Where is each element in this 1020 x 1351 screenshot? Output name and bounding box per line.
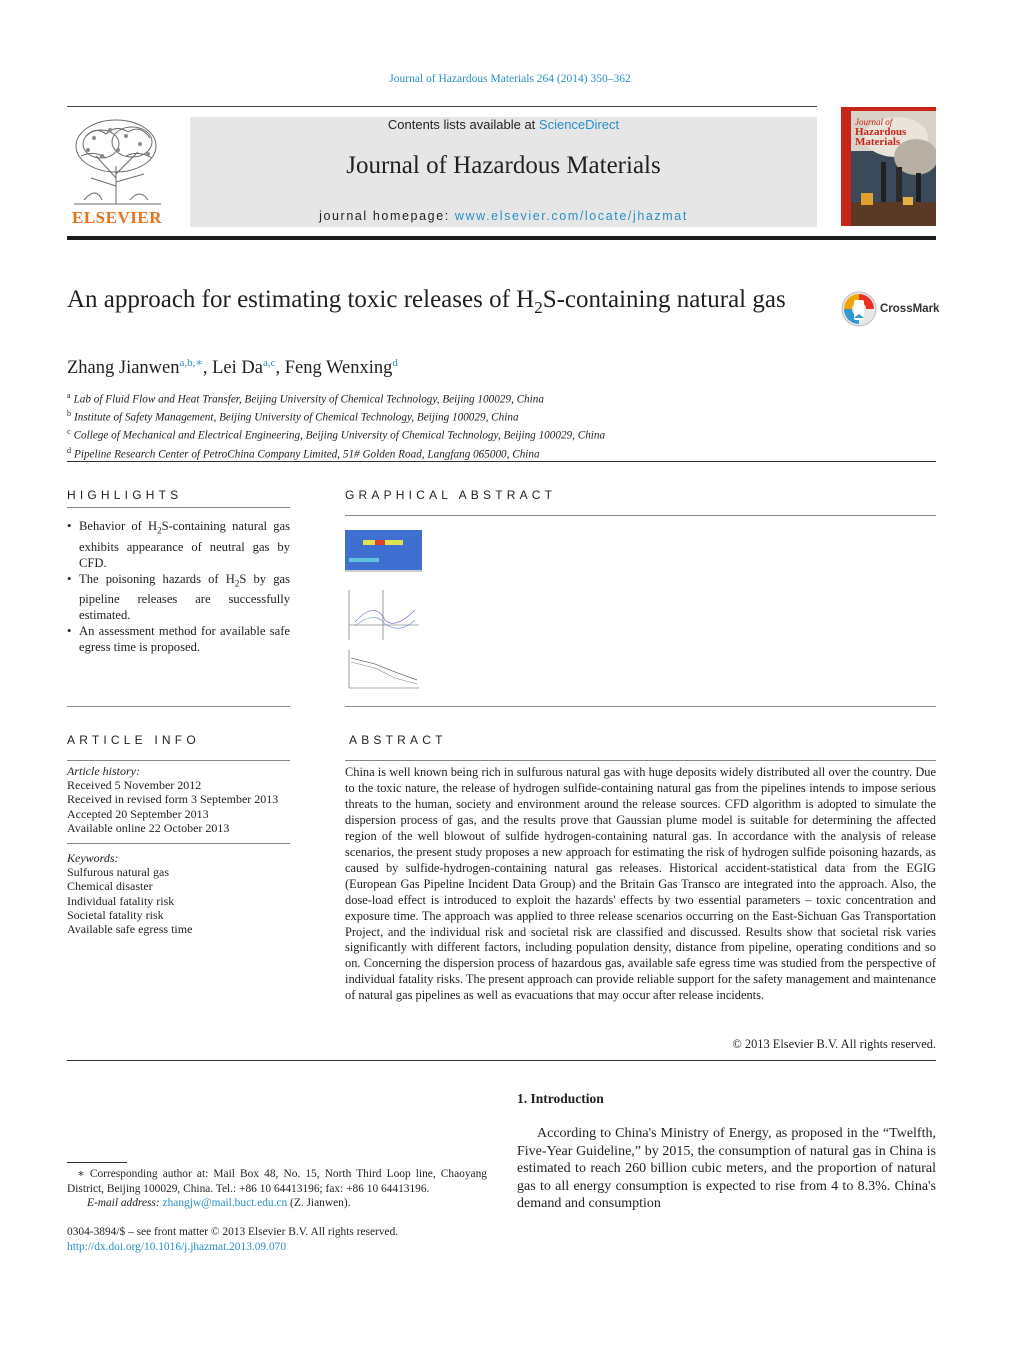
title-subscript: 2: [534, 298, 543, 317]
author-name[interactable]: Zhang Jianwen: [67, 358, 180, 379]
issn-line: [67, 1225, 398, 1255]
author-affil-marker[interactable]: a,c: [262, 357, 276, 369]
highlights-heading: HIGHLIGHTS: [67, 488, 183, 502]
email-link[interactable]: zhangjw@mail.buct.edu.cn: [162, 1197, 288, 1209]
article-title: [67, 284, 807, 323]
affiliation-key: c: [67, 427, 71, 437]
elsevier-tree-icon: [66, 116, 168, 208]
highlight-item: • Behavior of $H_2S$-containing natural gas exhibits appearance of neutral gas by CFD.: [67, 518, 290, 571]
title-text-part1: An approach for estimating toxic releases of H: [67, 286, 535, 313]
issn-text: 0304-3894/$ – see front matter © 2013 Elsevier B.V. All rights reserved.: [67, 1226, 399, 1238]
email-label: E-mail address:: [87, 1197, 163, 1209]
keyword-item: Individual fatality risk: [67, 893, 175, 908]
affiliation-item: [67, 425, 947, 443]
journal-cover-image[interactable]: [841, 107, 936, 226]
graphical-abstract-heading: GRAPHICAL ABSTRACT: [345, 488, 557, 502]
sciencedirect-link[interactable]: ScienceDirect: [538, 117, 620, 132]
highlight-item: • The poisoning hazards of $H_2S$ by gas pipeline releases are successfully estimated.: [67, 571, 290, 624]
title-text-part2: S-containing natural gas: [542, 286, 786, 313]
journal-cover-art: [841, 107, 936, 226]
article-info: [67, 764, 290, 936]
email-suffix: (Z. Jianwen).: [287, 1197, 351, 1209]
highlight-item: • An assessment method for available safe egress time is proposed.: [67, 623, 290, 655]
abstract-copyright: © 2013 Elsevier B.V. All rights reserved.: [732, 1037, 936, 1051]
contents-line: [190, 117, 817, 132]
crossmark-icon: [840, 290, 878, 328]
highlights-rule: [67, 507, 290, 508]
affiliation-text: Pipeline Research Center of PetroChina Company Limited, 51# Golden Road, Langfang 065000, China: [74, 448, 540, 461]
graphical-abstract-image[interactable]: [345, 530, 422, 692]
graphical-abstract-bottom-rule: [345, 706, 936, 707]
contents-prefix: Contents lists available at: [387, 117, 539, 132]
footnote-text: Corresponding author at: Mail Box 48, No. 15, North Third Loop line, Chaoyang District, Beijing 100029, China. Tel.: +86 10 64413196; fax: +86 10 64413196.: [67, 1168, 487, 1195]
section-divider: [67, 461, 936, 462]
keyword-item: Societal fatality risk: [67, 907, 164, 922]
doi-link[interactable]: http://dx.doi.org/10.1016/j.jhazmat.2013.09.070: [67, 1241, 287, 1253]
article-info-divider: [67, 835, 290, 844]
affiliation-text: Institute of Safety Management, Beijing University of Chemical Technology, Beijing 100029, China: [74, 411, 519, 424]
history-item: Received in revised form 3 September 2013: [67, 792, 279, 807]
affiliation-item: [67, 444, 947, 462]
article-info-heading: ARTICLE INFO: [67, 733, 200, 747]
footnote-rule: [67, 1162, 127, 1163]
abstract-heading: ABSTRACT: [349, 733, 447, 747]
keywords-label: Keywords:: [67, 851, 119, 866]
author-name[interactable]: Lei Da: [212, 358, 263, 379]
footnote-marker: ∗: [77, 1168, 85, 1180]
homepage-link[interactable]: www.elsevier.com/locate/jhazmat: [454, 209, 688, 223]
corresponding-author-footnote: [67, 1167, 487, 1211]
elsevier-wordmark: ELSEVIER: [72, 208, 162, 227]
affiliation-item: [67, 389, 947, 407]
abstract-rule: [345, 760, 936, 761]
abstract-text: China is well known being rich in sulfurous natural gas with huge deposits widely distributed all over the country. Due to the toxic nature, the release of hydrogen sulfide-containing natural gas from the pipelines intends to impose serious threats to the human, society and environment around the release sources. CFD algorithm is adopted to simulate the dispersion process of gas, and the results prove that Gaussian plume model is suitable for determining the affected region of the well blowout of sulfide hydrogen-containing natural gas. In accordance with the analysis of release scenarios, the present study proposes a new approach for estimating the risk of hydrogen sulfide poisoning hazards, as caused by sulfide-hydrogen-containing natural gas releases. Historical accident-statistical data from the EGIG (European Gas Pipeline Incident Data Group) and the Britain Gas Transco are integrated into the approach. Also, the dose-load effect is introduced to exploit the hazards' effects by two essential parameters – toxic concentration and exposure time. The approach was applied to three release scenarios occurring on the East-Sichuan Gas Transportation Project, and the individual risk and societal risk are classified and discussed. Results show that societal risk varies significantly with different factors, including population density, distance from pipeline, operating conditions and so on. Concerning the dispersion process of hazardous gas, available safe egress time was studied from the perspective of individual fatality risks. The present approach can provide reliable support for the safety management and maintenance of natural gas pipelines as well as evacuations that may occur after release incidents.: [345, 765, 936, 1003]
header-top-rule: [67, 106, 817, 107]
journal-homepage: [190, 209, 817, 223]
header-thick-rule: [67, 236, 936, 240]
elsevier-logo[interactable]: [66, 116, 168, 228]
affiliations: [67, 389, 947, 462]
history-item: Received 5 November 2012: [67, 778, 202, 793]
svg-text:Hazardous: Hazardous: [855, 126, 907, 138]
affiliation-text: College of Mechanical and Electrical Engineering, Beijing University of Chemical Technology, Beijing 100029, China: [73, 430, 606, 443]
keyword-item: Sulfurous natural gas: [67, 865, 169, 880]
keyword-item: Available safe egress time: [67, 922, 193, 937]
history-item: Available online 22 October 2013: [67, 820, 230, 835]
introduction-paragraph: According to China's Ministry of Energy, as proposed in the “Twelfth, Five-Year Guideline,” by 2015, the consumption of natural gas in China is estimated to reach 260 billion cubic meters, and the proportion of natural gas to all energy consumption is expected to rise from 4 to 8.3%. China's demand and consumption: [517, 1126, 936, 1212]
author-list: Zhang Jianwen$^{a,b,∗}$, Lei Da$^{a,c}$, Feng Wenxing$^d$: [67, 357, 398, 379]
highlights-list: [67, 518, 290, 655]
article-info-rule: [67, 760, 290, 761]
author-name[interactable]: Feng Wenxing: [284, 358, 393, 379]
crossmark-badge[interactable]: [840, 290, 940, 330]
svg-text:Materials: Materials: [855, 136, 901, 148]
journal-name: Journal of Hazardous Materials: [346, 152, 661, 179]
cover-title-text: Journal of: [855, 117, 893, 127]
affiliation-item: [67, 407, 947, 425]
history-label: Article history:: [67, 764, 140, 778]
history-item: Accepted 20 September 2013: [67, 806, 209, 821]
affiliation-key: a: [67, 391, 71, 400]
author-affil-marker[interactable]: a,b,∗: [179, 357, 203, 369]
journal-citation-link[interactable]: Journal of Hazardous Materials 264 (2014) 350–362: [389, 73, 631, 85]
highlights-bottom-rule: [67, 706, 290, 707]
graphical-abstract-rule: [345, 515, 936, 516]
abstract-bottom-rule: [67, 1060, 936, 1061]
author-affil-marker[interactable]: d: [392, 357, 398, 369]
affiliation-text: Lab of Fluid Flow and Heat Transfer, Beijing University of Chemical Technology, Beijing 100029, China: [73, 393, 544, 406]
introduction-heading: 1. Introduction: [517, 1091, 604, 1106]
crossmark-label: CrossMark: [880, 303, 940, 315]
introduction-text: [517, 1125, 936, 1213]
graphical-abstract-thumbnail: [345, 530, 422, 692]
homepage-label: journal homepage:: [319, 209, 455, 223]
affiliation-key: b: [67, 409, 71, 419]
keyword-item: Chemical disaster: [67, 879, 153, 894]
affiliation-key: d: [67, 445, 71, 455]
